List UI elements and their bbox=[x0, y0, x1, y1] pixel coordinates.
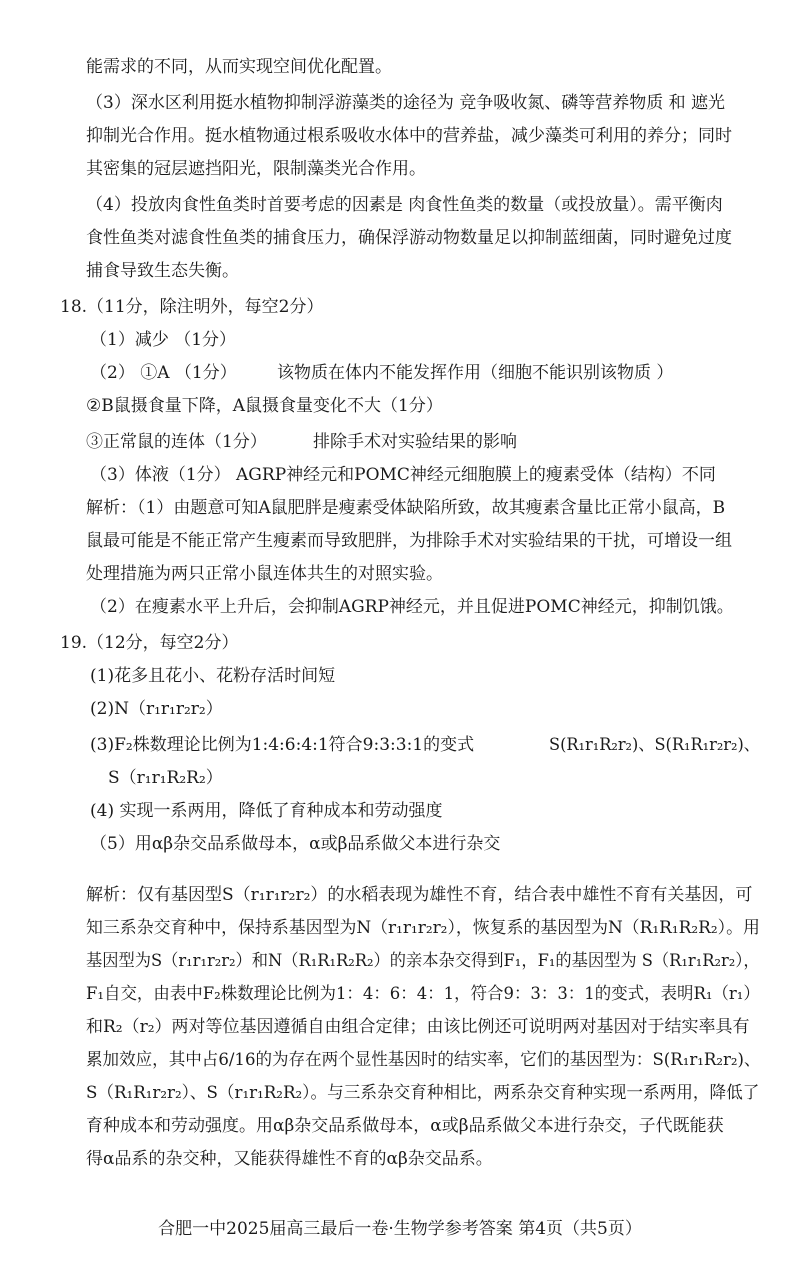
question-heading: 18.（11分，除注明外，每空2分） bbox=[60, 297, 324, 317]
explanation-line: 鼠最可能是不能正常产生瘦素而导致肥胖，为排除手术对实验结果的干扰，可增设一组 bbox=[86, 531, 732, 551]
text-line: 其密集的冠层遮挡阳光，限制藻类光合作用。 bbox=[86, 159, 426, 179]
answer-item: (1)花多且花小、花粉存活时间短 bbox=[90, 666, 336, 686]
text-line: （3）深水区利用挺水植物抑制浮游藻类的途径为 竞争吸收氮、磷等营养物质 和 遮光 bbox=[86, 93, 726, 113]
answer-item: S(R₁r₁R₂r₂)、S(R₁R₁r₂r₂)、 bbox=[549, 735, 760, 755]
explanation-line: S（R₁R₁r₂r₂）、S（r₁r₁R₂R₂）。与三系杂交育种相比，两系杂交育种实现一系两用，降低了 bbox=[86, 1083, 760, 1103]
text-line: 捕食导致生态失衡。 bbox=[86, 261, 239, 281]
explanation-line: 和R₂（r₂）两对等位基因遵循自由组合定律；由该比例还可说明两对基因对于结实率具有 bbox=[86, 1017, 750, 1037]
text-line: 抑制光合作用。挺水植物通过根系吸收水体中的营养盐，减少藻类可利用的养分；同时 bbox=[86, 126, 732, 146]
answer-item: （5）用αβ杂交品系做母本，α或β品系做父本进行杂交 bbox=[90, 834, 501, 854]
question-heading: 19.（12分，每空2分） bbox=[60, 633, 239, 653]
explanation-line: F₁自交，由表中F₂株数理论比例为1：4：6：4：1，符合9：3：3：1的变式，表明R₁（r₁） bbox=[86, 984, 760, 1004]
answer-item: 该物质在体内不能发挥作用（细胞不能识别该物质 ） bbox=[277, 363, 674, 383]
explanation-line: 育种成本和劳动强度。用αβ杂交品系做母本，α或β品系做父本进行杂交，子代既能获 bbox=[86, 1116, 724, 1136]
text-line: 食性鱼类对滤食性鱼类的捕食压力，确保浮游动物数量足以抑制蓝细菌，同时避免过度 bbox=[86, 228, 732, 248]
answer-item: 排除手术对实验结果的影响 bbox=[313, 432, 517, 452]
answer-item: ②B鼠摄食量下降，A鼠摄食量变化不大（1分） bbox=[86, 396, 443, 416]
explanation-line: 累加效应，其中占6/16的为存在两个显性基因时的结实率，它们的基因型为：S(R₁r₁R₂r₂)、 bbox=[86, 1050, 761, 1070]
explanation-line: 解析：（1）由题意可知A鼠肥胖是瘦素受体缺陷所致，故其瘦素含量比正常小鼠高，B bbox=[86, 498, 726, 518]
answer-item: （1）减少 （1分） bbox=[90, 330, 237, 350]
explanation-line: 解析：仅有基因型S（r₁r₁r₂r₂）的水稻表现为雄性不育，结合表中雄性不育有关基因，可 bbox=[86, 885, 753, 905]
answer-item: (3)F₂株数理论比例为1:4:6:4:1符合9:3:3:1的变式 bbox=[90, 735, 475, 755]
explanation-line: 知三系杂交育种中，保持系基因型为N（r₁r₁r₂r₂），恢复系的基因型为N（R₁R₁R₂R₂）。用 bbox=[86, 918, 760, 938]
answer-item: (4) 实现一系两用，降低了育种成本和劳动强度 bbox=[90, 801, 443, 821]
text-line: 能需求的不同，从而实现空间优化配置。 bbox=[86, 57, 392, 77]
text-line: （4）投放肉食性鱼类时首要考虑的因素是 肉食性鱼类的数量（或投放量）。需平衡肉 bbox=[86, 195, 723, 215]
answer-item: S（r₁r₁R₂R₂） bbox=[108, 768, 223, 788]
answer-item: (2)N（r₁r₁r₂r₂） bbox=[90, 699, 223, 719]
answer-item: （2） ①A （1分） bbox=[90, 363, 237, 383]
explanation-line: 处理措施为两只正常小鼠连体共生的对照实验。 bbox=[86, 564, 443, 584]
answer-item: （3）体液（1分） AGRP神经元和POMC神经元细胞膜上的瘦素受体（结构）不同 bbox=[90, 465, 716, 485]
explanation-line: 基因型为S（r₁r₁r₂r₂）和N（R₁R₁R₂R₂）的亲本杂交得到F₁，F₁的基因型为 S（R₁r₁R₂r₂）， bbox=[86, 951, 760, 971]
explanation-line: 得α品系的杂交种，又能获得雄性不育的αβ杂交品系。 bbox=[86, 1149, 493, 1169]
page-footer: 合肥一中2025届高三最后一卷·生物学参考答案 第4页（共5页） bbox=[158, 1219, 642, 1239]
explanation-line: （2）在瘦素水平上升后，会抑制AGRP神经元，并且促进POMC神经元，抑制饥饿。 bbox=[90, 597, 734, 617]
answer-item: ③正常鼠的连体（1分） bbox=[86, 432, 267, 452]
